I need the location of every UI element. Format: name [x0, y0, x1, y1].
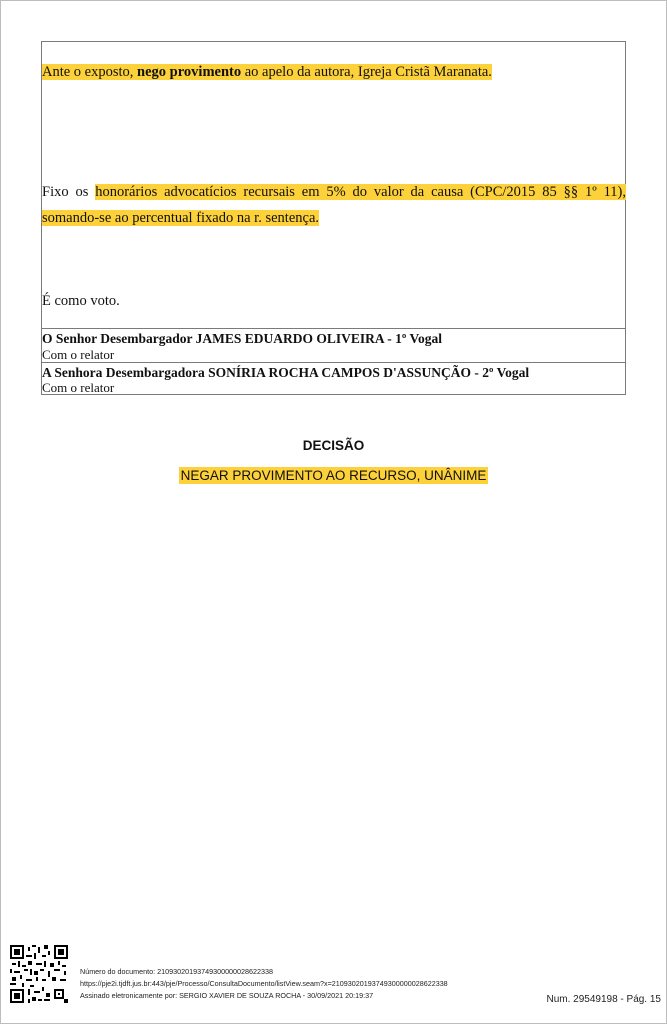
voto-box: [41, 41, 626, 395]
fees-paragraph-line1: [42, 180, 626, 205]
text-segment: Ante o exposto,: [42, 64, 138, 80]
vogal-1-name: O Senhor Desembargador JAMES EDUARDO OLIVEIRA - 1º Vogal: [42, 331, 442, 346]
text-segment: Fixo os: [42, 184, 96, 200]
decisao-text-wrap: [0, 466, 667, 486]
decisao-text: NEGAR PROVIMENTO AO RECURSO, UNÂNIME: [180, 468, 487, 483]
signature-line: Assinado eletronicamente por: SERGIO XAVIER DE SOUZA ROCHA - 30/09/2021 20:19:37: [80, 991, 374, 1000]
closing-text: É como voto.: [42, 293, 120, 309]
document-number: Número do documento: 21093020193749300000028622338: [80, 967, 274, 976]
divider: [42, 362, 625, 363]
highlight: somando-se ao percentual fixado na r. sentença.: [42, 210, 320, 226]
divider: [42, 328, 625, 329]
vogal-1-vote: Com o relator: [42, 347, 115, 362]
bold-text: nego provimento: [137, 64, 242, 80]
conclusion-paragraph: [42, 60, 492, 85]
highlight: honorários advocatícios recursais em 5% do valor da causa (CPC/2015 85 §§ 1º 11),: [95, 184, 626, 200]
footer-info: [80, 966, 448, 1002]
qr-code-icon: [10, 945, 68, 1003]
text-segment: ao apelo da autora, Igreja Cristã Maranata.: [241, 64, 492, 80]
document-url[interactable]: https://pje2i.tjdft.jus.br:443/pje/Processo/ConsultaDocumento/listView.seam?x=21093020193749300000028622338: [80, 979, 448, 988]
highlight: [42, 64, 492, 80]
vogal-2-vote: Com o relator: [42, 380, 115, 395]
fees-paragraph-line2: [42, 206, 319, 231]
page-number: Num. 29549198 - Pág. 15: [546, 994, 661, 1005]
vogal-2-name: A Senhora Desembargadora SONÍRIA ROCHA CAMPOS D'ASSUNÇÃO - 2º Vogal: [42, 365, 530, 380]
decisao-title: DECISÃO: [302, 438, 365, 453]
